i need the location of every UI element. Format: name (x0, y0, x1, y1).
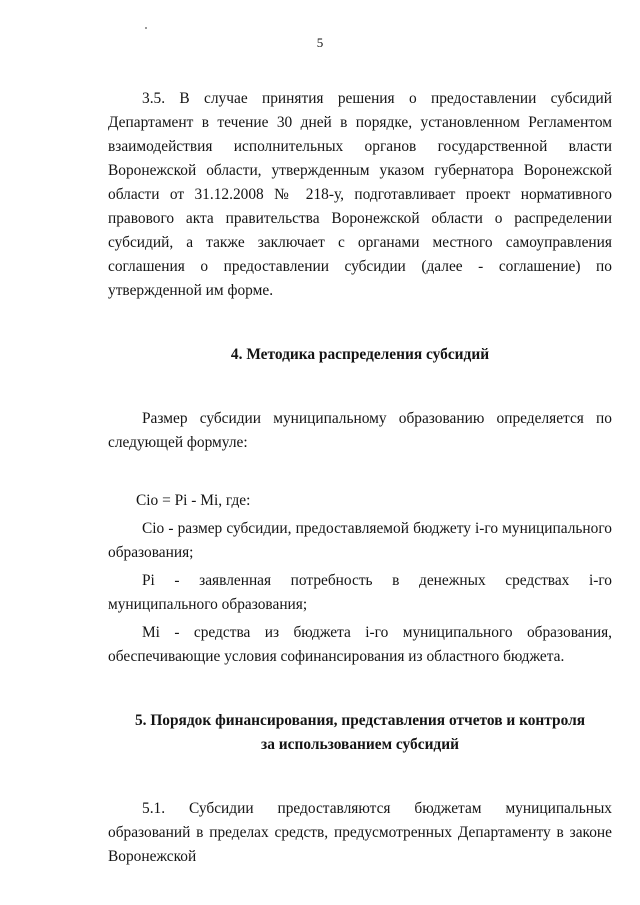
spacer (108, 367, 612, 391)
spacer (108, 757, 612, 781)
spacer (108, 781, 612, 797)
spacer (108, 391, 612, 407)
spacer (108, 669, 612, 693)
section-5-heading-line1: 5. Порядок финансирования, представления отчетов и контроля (134, 712, 586, 729)
scan-speck (145, 27, 147, 29)
section-5-heading-line2: за использованием субсидий (261, 736, 459, 753)
formula-intro: Размер субсидии муниципальному образованию определяется по следующей формуле: (108, 410, 612, 451)
definition-cio: Ciо - размер субсидии, предоставляемой бюджету i-го муниципального образования; (108, 520, 612, 561)
spacer (108, 327, 612, 343)
spacer (108, 479, 612, 489)
spacer (108, 455, 612, 479)
document-body (108, 87, 612, 869)
definition-pi: Pi - заявленная потребность в денежных средствах i-го муниципального образования; (108, 572, 612, 613)
section-4-heading: 4. Методика распределения субсидий (230, 346, 490, 363)
formula: Ciо = Pi - Mi, где: (136, 492, 251, 509)
page-number: 5 (316, 35, 324, 50)
paragraph-3-5: 3.5. В случае принятия решения о предоставлении субсидий Департамент в течение 30 дней в порядке, установленном Регламентом взаимодействия исполнительных органов государственной власти Воронежской области, утвержденным указом губернатора Воронежской области от 31.12.2008 № 218-у, подготавливает проект нормативного правового акта правительства Воронежской области о распределении субсидий, а также заключает с органами местного самоуправления соглашения о предоставлении субсидии (далее - соглашение) по утвержденной им форме. (108, 90, 612, 299)
definition-mi: Mi - средства из бюджета i-го муниципального образования, обеспечивающие условия софинансирования из областного бюджета. (108, 624, 612, 665)
spacer (108, 303, 612, 327)
paragraph-5-1: 5.1. Субсидии предоставляются бюджетам муниципальных образований в пределах средств, предусмотренных Департаменту в законе Воронежской (108, 800, 612, 865)
spacer (108, 693, 612, 709)
